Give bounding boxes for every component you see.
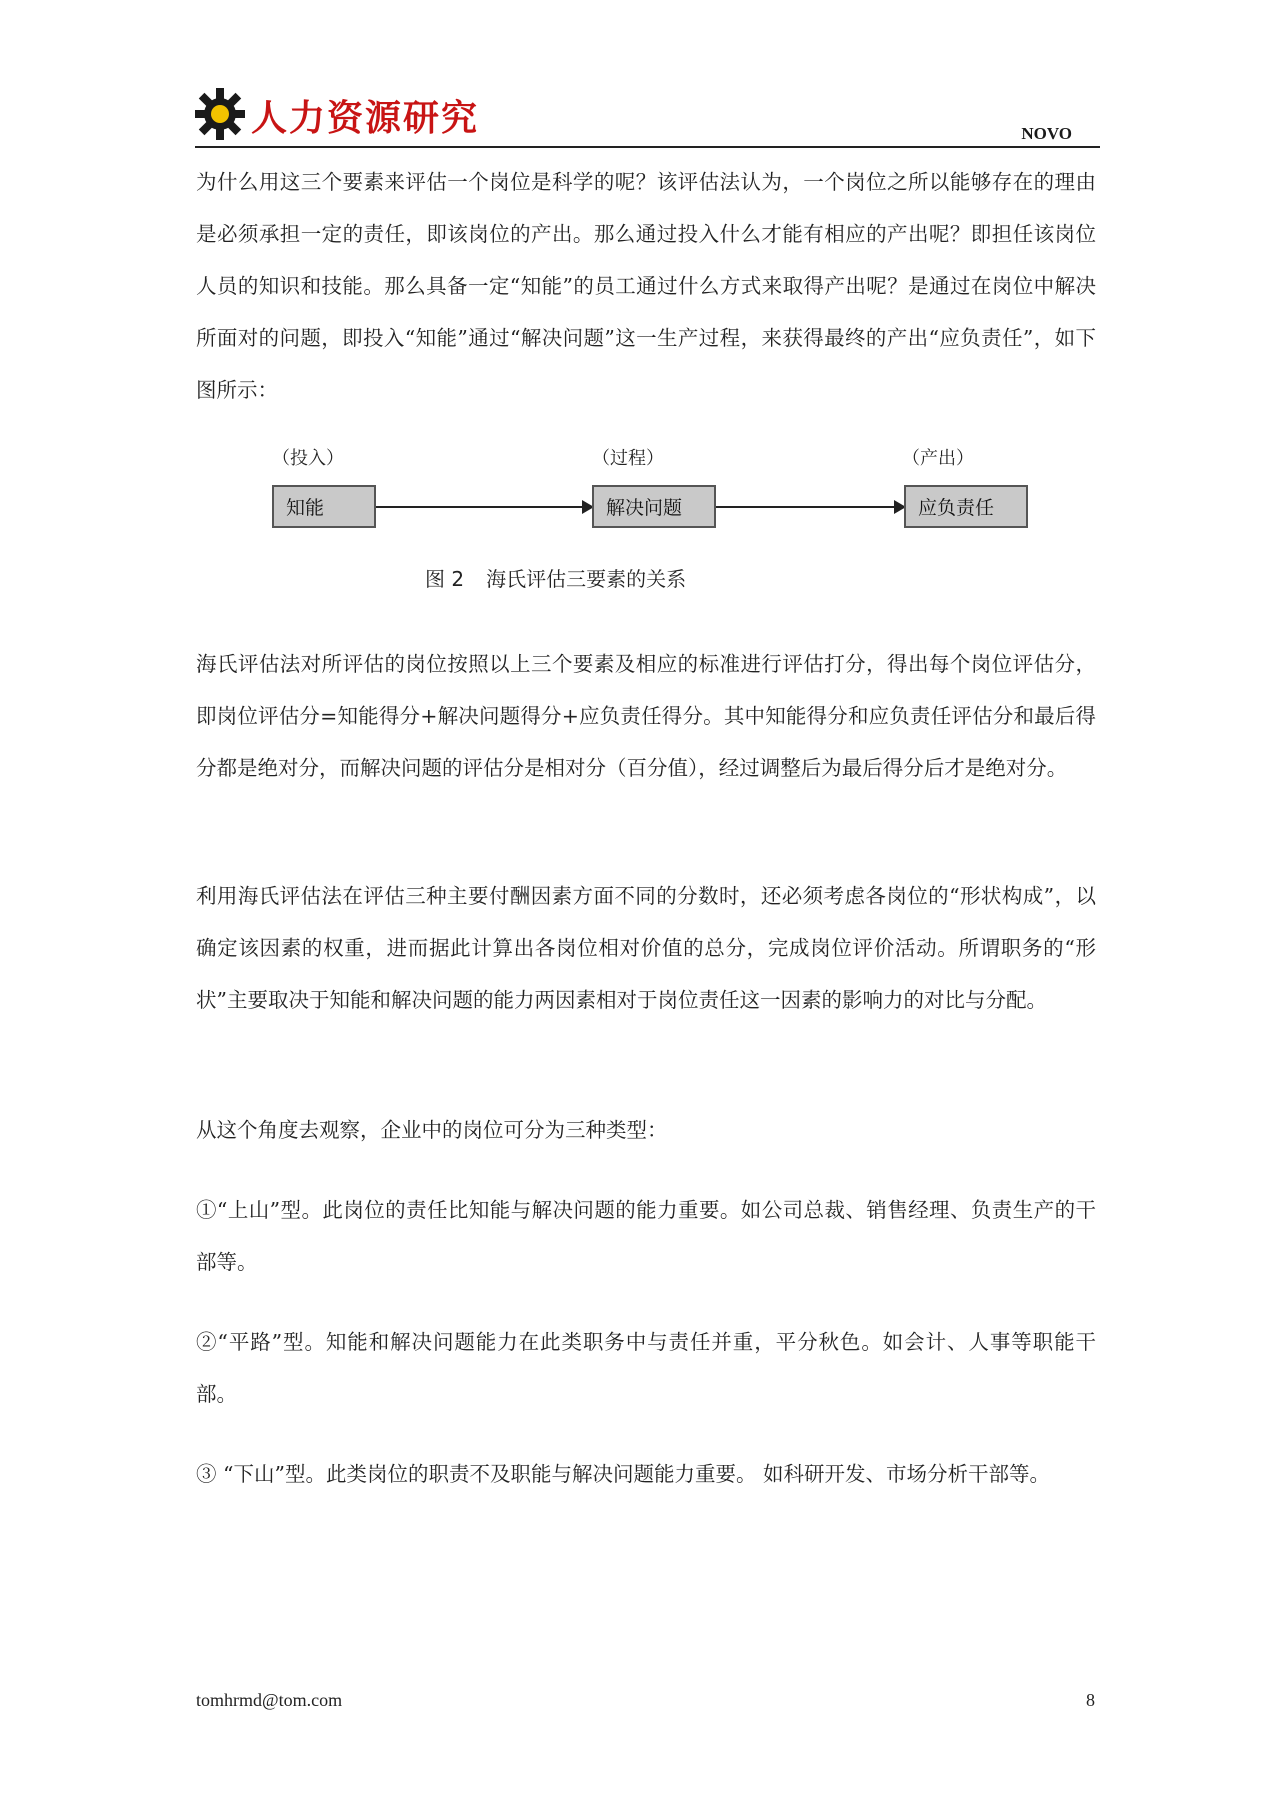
diagram-label-output: （产出） [902,448,974,469]
diagram-arrow-2 [716,506,904,508]
gear-logo-icon [195,88,245,140]
page-number: 8 [1086,1690,1095,1710]
paragraph-5: ①“上山”型。此岗位的责任比知能与解决问题的能力重要。如公司总裁、销售经理、负责生产的干部等。 [196,1198,1096,1274]
diagram-box-input: 知能 [272,485,376,528]
paragraph-7: ③ “下山”型。此类岗位的职责不及职能与解决问题能力重要。 如科研开发、市场分析干部等。 [196,1462,1050,1486]
paragraph-4: 从这个角度去观察，企业中的岗位可分为三种类型： [196,1118,668,1142]
paragraph-2: 海氏评估法对所评估的岗位按照以上三个要素及相应的标准进行评估打分，得出每个岗位评估分，即岗位评估分=知能得分+解决问题得分+应负责任得分。其中知能得分和应负责任评估分和最后得分都是绝对分，而解决问题的评估分是相对分（百分值），经过调整后为最后得分后才是绝对分。 [196,652,1096,780]
diagram-arrow-1 [376,506,592,508]
paragraph-1: 为什么用这三个要素来评估一个岗位是科学的呢？该评估法认为，一个岗位之所以能够存在的理由是必须承担一定的责任，即该岗位的产出。那么通过投入什么才能有相应的产出呢？即担任该岗位人员的知识和技能。那么具备一定“知能”的员工通过什么方式来取得产出呢？是通过在岗位中解决所面对的问题，即投入“知能”通过“解决问题”这一生产过程，来获得最终的产出“应负责任”，如下图所示： [196,170,1096,402]
page-header [195,88,1100,148]
figure-title: 海氏评估三要素的关系 [486,567,687,591]
diagram-label-process: （过程） [592,448,664,469]
figure-caption [425,563,708,592]
diagram-box-process: 解决问题 [592,485,716,528]
footer-email: tomhrmd@tom.com [196,1690,343,1710]
paragraph-6: ②“平路”型。知能和解决问题能力在此类职务中与责任并重，平分秋色。如会计、人事等职能干部。 [196,1330,1096,1406]
paragraph-3: 利用海氏评估法在评估三种主要付酬因素方面不同的分数时，还必须考虑各岗位的“形状构成”，以确定该因素的权重，进而据此计算出各岗位相对价值的总分，完成岗位评价活动。所谓职务的“形状”主要取决于知能和解决问题的能力两因素相对于岗位责任这一因素的影响力的对比与分配。 [196,884,1096,1012]
logo-text: 人力资源研究 [251,98,480,139]
diagram-label-input: （投入） [272,448,344,469]
header-right-text: NOVO [1021,124,1072,143]
header-divider [195,146,1100,148]
figure-number: 图 2 [425,567,465,591]
diagram-box-output: 应负责任 [904,485,1028,528]
